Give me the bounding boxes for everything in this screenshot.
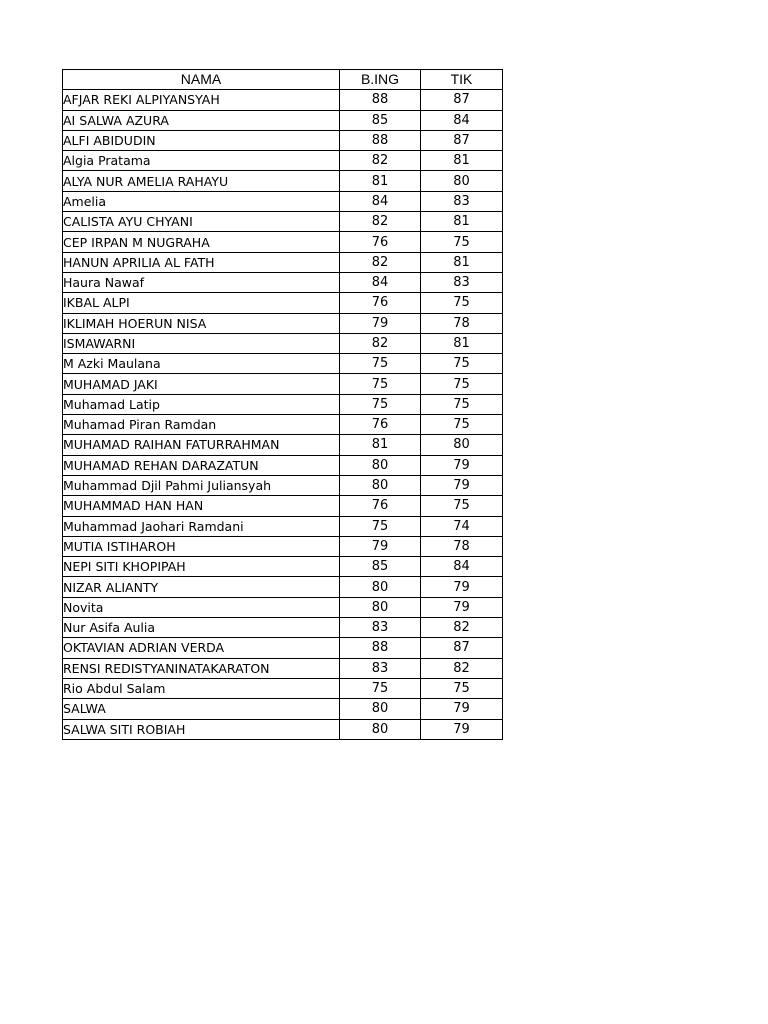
bing-score-cell: 76 (340, 293, 421, 313)
tik-score-cell: 75 (421, 415, 503, 435)
table-row (63, 90, 503, 110)
bing-score-cell: 82 (340, 333, 421, 353)
bing-score-cell: 76 (340, 415, 421, 435)
table-row (63, 435, 503, 455)
bing-score-cell: 80 (340, 577, 421, 597)
tik-score-cell: 75 (421, 678, 503, 698)
student-name-cell: IKLIMAH HOERUN NISA (63, 313, 340, 333)
tik-score-cell: 87 (421, 90, 503, 110)
tik-score-cell: 79 (421, 699, 503, 719)
bing-score-cell: 85 (340, 557, 421, 577)
table-row (63, 232, 503, 252)
tik-score-cell: 79 (421, 475, 503, 495)
bing-score-cell: 80 (340, 719, 421, 739)
student-name-cell: MUTIA ISTIHAROH (63, 536, 340, 556)
student-name-cell: OKTAVIAN ADRIAN VERDA (63, 638, 340, 658)
tik-score-cell: 74 (421, 516, 503, 536)
bing-score-cell: 88 (340, 130, 421, 150)
student-name-cell: CEP IRPAN M NUGRAHA (63, 232, 340, 252)
grades-table (62, 69, 503, 740)
tik-score-cell: 75 (421, 232, 503, 252)
column-header-tik: TIK (421, 70, 503, 90)
bing-score-cell: 79 (340, 313, 421, 333)
student-name-cell: Novita (63, 597, 340, 617)
tik-score-cell: 75 (421, 374, 503, 394)
table-row (63, 272, 503, 292)
student-name-cell: AFJAR REKI ALPIYANSYAH (63, 90, 340, 110)
tik-score-cell: 81 (421, 212, 503, 232)
bing-score-cell: 75 (340, 354, 421, 374)
table-row (63, 516, 503, 536)
table-row (63, 252, 503, 272)
student-name-cell: ALYA NUR AMELIA RAHAYU (63, 171, 340, 191)
table-row (63, 699, 503, 719)
bing-score-cell: 88 (340, 90, 421, 110)
student-name-cell: RENSI REDISTYANINATAKARATON (63, 658, 340, 678)
bing-score-cell: 75 (340, 678, 421, 698)
tik-score-cell: 75 (421, 394, 503, 414)
tik-score-cell: 83 (421, 191, 503, 211)
tik-score-cell: 82 (421, 658, 503, 678)
bing-score-cell: 83 (340, 658, 421, 678)
bing-score-cell: 75 (340, 516, 421, 536)
student-name-cell: Muhammad Djil Pahmi Juliansyah (63, 475, 340, 495)
table-row (63, 130, 503, 150)
tik-score-cell: 75 (421, 354, 503, 374)
student-name-cell: ALFI ABIDUDIN (63, 130, 340, 150)
bing-score-cell: 85 (340, 110, 421, 130)
table-row (63, 191, 503, 211)
student-name-cell: NIZAR ALIANTY (63, 577, 340, 597)
tik-score-cell: 82 (421, 618, 503, 638)
table-row (63, 618, 503, 638)
tik-score-cell: 75 (421, 496, 503, 516)
student-name-cell: HANUN APRILIA AL FATH (63, 252, 340, 272)
tik-score-cell: 80 (421, 171, 503, 191)
table-row (63, 496, 503, 516)
student-name-cell: M Azki Maulana (63, 354, 340, 374)
column-header-bing: B.ING (340, 70, 421, 90)
student-name-cell: Algia Pratama (63, 151, 340, 171)
student-name-cell: SALWA SITI ROBIAH (63, 719, 340, 739)
tik-score-cell: 81 (421, 333, 503, 353)
bing-score-cell: 75 (340, 374, 421, 394)
student-name-cell: Nur Asifa Aulia (63, 618, 340, 638)
table-row (63, 597, 503, 617)
table-row (63, 719, 503, 739)
header-row (63, 70, 503, 90)
table-row (63, 394, 503, 414)
student-name-cell: Rio Abdul Salam (63, 678, 340, 698)
bing-score-cell: 88 (340, 638, 421, 658)
tik-score-cell: 81 (421, 151, 503, 171)
tik-score-cell: 83 (421, 272, 503, 292)
student-name-cell: NEPI SITI KHOPIPAH (63, 557, 340, 577)
student-name-cell: Haura Nawaf (63, 272, 340, 292)
table-row (63, 678, 503, 698)
bing-score-cell: 80 (340, 475, 421, 495)
bing-score-cell: 80 (340, 597, 421, 617)
table-row (63, 151, 503, 171)
bing-score-cell: 76 (340, 232, 421, 252)
bing-score-cell: 84 (340, 272, 421, 292)
column-header-nama: NAMA (63, 70, 340, 90)
tik-score-cell: 80 (421, 435, 503, 455)
student-name-cell: MUHAMAD JAKI (63, 374, 340, 394)
tik-score-cell: 79 (421, 577, 503, 597)
table-row (63, 313, 503, 333)
tik-score-cell: 87 (421, 130, 503, 150)
bing-score-cell: 75 (340, 394, 421, 414)
student-name-cell: IKBAL ALPI (63, 293, 340, 313)
bing-score-cell: 80 (340, 455, 421, 475)
bing-score-cell: 82 (340, 151, 421, 171)
table-row (63, 638, 503, 658)
table-row (63, 455, 503, 475)
tik-score-cell: 79 (421, 597, 503, 617)
bing-score-cell: 82 (340, 212, 421, 232)
table-row (63, 374, 503, 394)
student-name-cell: Muhamad Latip (63, 394, 340, 414)
tik-score-cell: 78 (421, 313, 503, 333)
student-name-cell: Amelia (63, 191, 340, 211)
table-body (63, 90, 503, 740)
student-name-cell: AI SALWA AZURA (63, 110, 340, 130)
table-row (63, 171, 503, 191)
grades-sheet (62, 69, 503, 740)
table-row (63, 110, 503, 130)
tik-score-cell: 79 (421, 719, 503, 739)
bing-score-cell: 82 (340, 252, 421, 272)
tik-score-cell: 78 (421, 536, 503, 556)
table-row (63, 557, 503, 577)
table-row (63, 293, 503, 313)
bing-score-cell: 80 (340, 699, 421, 719)
bing-score-cell: 83 (340, 618, 421, 638)
table-row (63, 415, 503, 435)
tik-score-cell: 84 (421, 110, 503, 130)
table-row (63, 212, 503, 232)
table-row (63, 354, 503, 374)
table-row (63, 577, 503, 597)
bing-score-cell: 84 (340, 191, 421, 211)
student-name-cell: MUHAMAD RAIHAN FATURRAHMAN (63, 435, 340, 455)
tik-score-cell: 81 (421, 252, 503, 272)
tik-score-cell: 84 (421, 557, 503, 577)
tik-score-cell: 87 (421, 638, 503, 658)
student-name-cell: MUHAMMAD HAN HAN (63, 496, 340, 516)
student-name-cell: Muhamad Piran Ramdan (63, 415, 340, 435)
bing-score-cell: 79 (340, 536, 421, 556)
bing-score-cell: 81 (340, 435, 421, 455)
bing-score-cell: 76 (340, 496, 421, 516)
student-name-cell: ISMAWARNI (63, 333, 340, 353)
student-name-cell: CALISTA AYU CHYANI (63, 212, 340, 232)
student-name-cell: SALWA (63, 699, 340, 719)
student-name-cell: MUHAMAD REHAN DARAZATUN (63, 455, 340, 475)
table-row (63, 475, 503, 495)
student-name-cell: Muhammad Jaohari Ramdani (63, 516, 340, 536)
table-row (63, 333, 503, 353)
bing-score-cell: 81 (340, 171, 421, 191)
table-row (63, 536, 503, 556)
table-header (63, 70, 503, 90)
tik-score-cell: 79 (421, 455, 503, 475)
tik-score-cell: 75 (421, 293, 503, 313)
table-row (63, 658, 503, 678)
